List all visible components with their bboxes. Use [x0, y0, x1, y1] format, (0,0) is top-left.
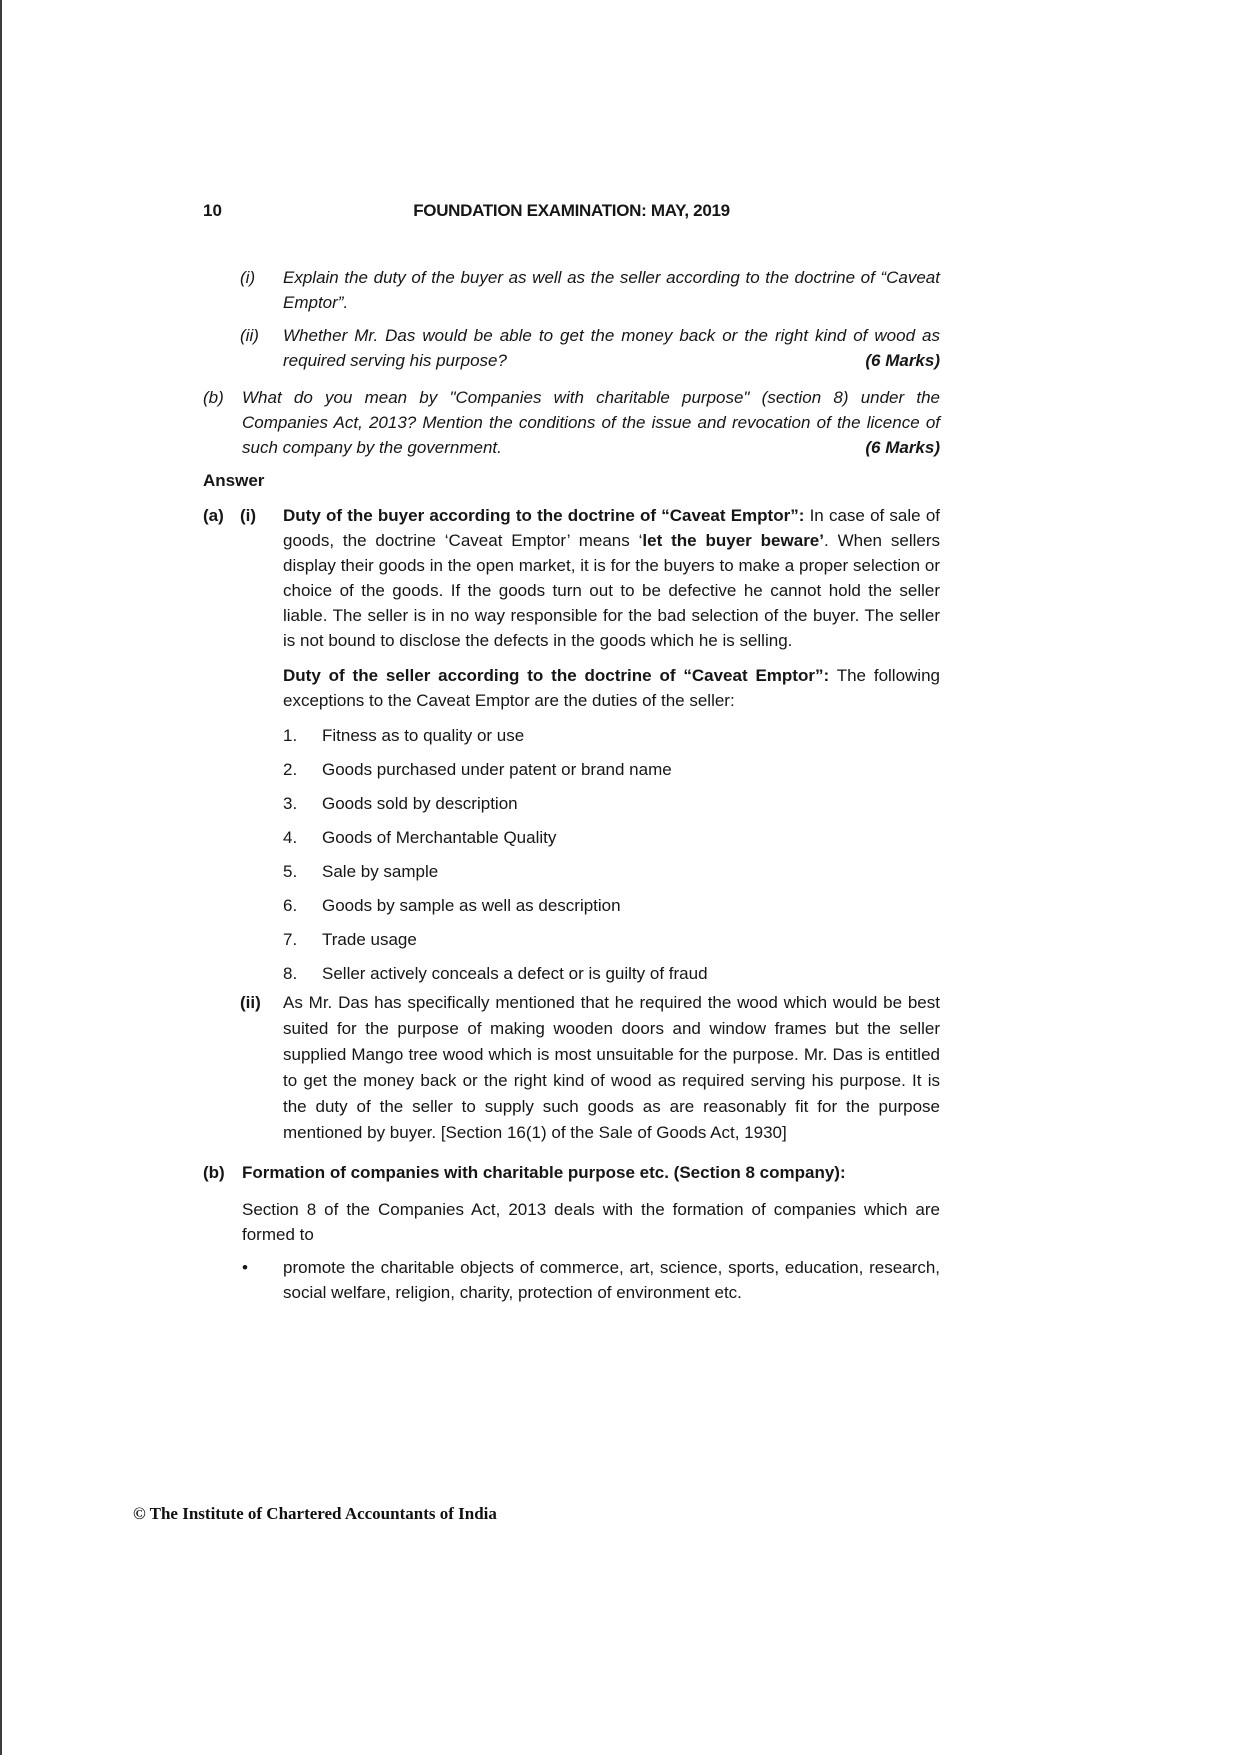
- seller-duty-paragraph: [283, 663, 940, 713]
- list-item-text: Goods of Merchantable Quality: [322, 828, 557, 847]
- footer-copyright: © The Institute of Chartered Accountants of India: [133, 1504, 497, 1523]
- page-content: [203, 198, 940, 1305]
- buyer-duty-paragraph: [283, 503, 940, 653]
- list-item-number: 3.: [283, 794, 298, 813]
- question-b: [203, 385, 940, 460]
- answer-a-label: (a): [203, 506, 224, 525]
- list-item-text: Goods sold by description: [322, 794, 518, 813]
- buyer-duty-body-1: In case of sale of goods, the doctrine ‘Caveat Emptor’ means ‘: [283, 506, 940, 550]
- list-item-text: Fitness as to quality or use: [322, 726, 525, 745]
- question-i: [203, 265, 940, 315]
- buyer-duty-lead: Duty of the buyer according to the doctrine of “Caveat Emptor”:: [283, 506, 805, 525]
- list-item-text: Goods by sample as well as description: [322, 896, 621, 915]
- scan-edge-line: [0, 0, 2, 1755]
- list-item: [283, 927, 940, 952]
- buyer-duty-body-2: . When sellers display their goods in the open market, it is for the buyers to make a proper selection or choice of the goods. If the goods turn out to be defective he cannot hold the seller liable. The seller is in no way responsible for the bad selection of the buyer. The seller is not bound to disclose the defects in the goods which he is selling.: [283, 531, 941, 650]
- page-number: 10: [203, 201, 222, 220]
- answer-a-ii-label: (ii): [240, 993, 261, 1012]
- list-item: [283, 757, 940, 782]
- answer-b-label: (b): [203, 1163, 225, 1182]
- list-item-number: 4.: [283, 828, 298, 847]
- question-b-text: What do you mean by "Companies with charitable purpose" (section 8) under the Companies Act, 2013? Mention the conditions of the issue and revocation of the licence of such company by the government.: [242, 388, 940, 457]
- list-item-number: 7.: [283, 930, 298, 949]
- answer-b-heading: Formation of companies with charitable purpose etc. (Section 8 company):: [242, 1163, 846, 1182]
- seller-duty-block: [203, 663, 940, 713]
- list-item: [283, 723, 940, 748]
- list-item-text: Trade usage: [322, 930, 417, 949]
- question-ii-text: Whether Mr. Das would be able to get the money back or the right kind of wood as required serving his purpose?: [283, 326, 940, 370]
- answer-a-i-label: (i): [240, 506, 257, 525]
- list-item-number: 5.: [283, 862, 298, 881]
- question-b-label: (b): [203, 388, 224, 407]
- list-item-number: 2.: [283, 760, 298, 779]
- bullet-icon: •: [242, 1258, 248, 1277]
- answer-a-i-block: [203, 503, 940, 653]
- question-ii-marks: (6 Marks): [865, 351, 940, 370]
- list-item: [283, 791, 940, 816]
- question-ii: [203, 323, 940, 373]
- answer-b-block: [203, 1160, 940, 1305]
- question-i-label: (i): [240, 268, 256, 287]
- buyer-duty-emphasis: let the buyer beware’: [642, 531, 824, 550]
- list-item: [283, 825, 940, 850]
- page-header: [203, 198, 940, 223]
- list-item-number: 8.: [283, 964, 298, 983]
- list-item: [283, 893, 940, 918]
- list-item-text: Seller actively conceals a defect or is guilty of fraud: [322, 964, 708, 983]
- list-item-text: Sale by sample: [322, 862, 439, 881]
- list-item: [283, 859, 940, 884]
- answer-b-paragraph: Section 8 of the Companies Act, 2013 deals with the formation of companies which are formed to: [242, 1200, 940, 1244]
- answer-a-ii-block: [203, 990, 940, 1146]
- seller-duty-lead: Duty of the seller according to the doctrine of “Caveat Emptor”:: [283, 666, 830, 685]
- question-i-text: Explain the duty of the buyer as well as the seller according to the doctrine of “Caveat Emptor”.: [283, 268, 940, 312]
- list-item: [283, 961, 940, 986]
- answer-a-ii-paragraph: As Mr. Das has specifically mentioned that he required the wood which would be best suited for the purpose of making wooden doors and window frames but the seller supplied Mango tree wood which is most unsuitable for the purpose. Mr. Das is entitled to get the money back or the right kind of wood as required serving his purpose. It is the duty of the seller to supply such goods as are reasonably fit for the purpose mentioned by buyer. [Section 16(1) of the Sale of Goods Act, 1930]: [283, 993, 940, 1142]
- answer-heading: Answer: [203, 471, 265, 490]
- list-item-text: Goods purchased under patent or brand name: [322, 760, 672, 779]
- list-item-number: 1.: [283, 726, 298, 745]
- seller-duty-body: The following exceptions to the Caveat Emptor are the duties of the seller:: [283, 666, 940, 710]
- seller-exceptions-list: [203, 723, 940, 986]
- header-title: FOUNDATION EXAMINATION: MAY, 2019: [413, 201, 730, 220]
- bullet-item: [242, 1255, 940, 1305]
- question-ii-label: (ii): [240, 326, 259, 345]
- list-item-number: 6.: [283, 896, 298, 915]
- bullet-text: promote the charitable objects of commerce, art, science, sports, education, research, social welfare, religion, charity, protection of environment etc.: [283, 1258, 940, 1302]
- question-b-marks: (6 Marks): [865, 438, 940, 457]
